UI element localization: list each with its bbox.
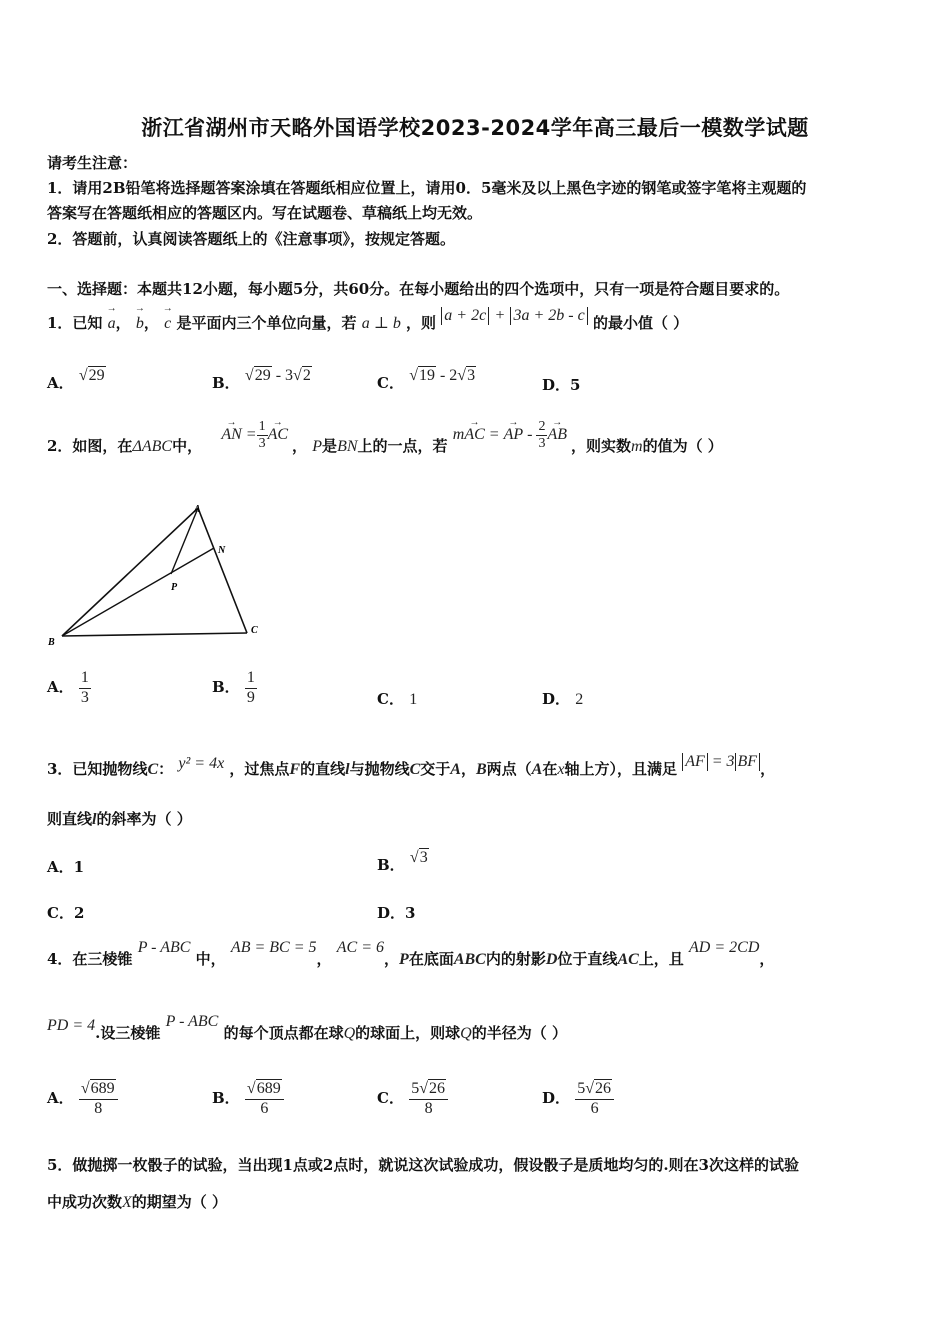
q3-text: 则直线 [47, 810, 93, 828]
notice-line-1b: 答案写在答题纸相应的答题区内。写在试题卷、草稿纸上均无效。 [47, 204, 483, 222]
q2-option-c[interactable] [377, 688, 417, 709]
q2-condition-2 [452, 418, 571, 451]
label-p: P [171, 582, 178, 593]
option-label: D． [542, 690, 571, 708]
q3-text: ， [460, 760, 476, 778]
radicand: 689 [256, 1080, 281, 1098]
q4-text: 的半径为（ ） [471, 1024, 567, 1042]
var-q: Q [460, 1025, 472, 1042]
q2-condition-1 [221, 418, 292, 451]
frac-den: 8 [94, 1099, 103, 1117]
q4-option-a[interactable] [47, 1072, 118, 1124]
frac-den: 9 [246, 688, 255, 706]
radicand: 26 [595, 1080, 612, 1098]
q2-option-a[interactable] [47, 664, 91, 710]
eq-pd: PD = 4 [47, 1017, 96, 1034]
var-c: C [147, 761, 159, 778]
sqrt-expr: √19 - 2√3 [409, 367, 476, 384]
q3-option-d[interactable]: D．3 [377, 904, 416, 922]
frac-den: 8 [424, 1099, 433, 1117]
frac-num: 1 [79, 669, 91, 688]
sqrt-expr: √3 [409, 849, 428, 866]
vector-c: → c [164, 315, 171, 333]
frac-den: 6 [260, 1099, 269, 1117]
expr-part: - 3 [271, 367, 294, 384]
q4-text: 内的射影 [485, 950, 546, 968]
label-n: N [218, 545, 226, 556]
abs-af: AF [682, 753, 708, 771]
q3-text: 交于 [420, 760, 451, 778]
q2-text: 的值为（ ） [642, 437, 723, 455]
question-4 [47, 939, 775, 969]
q3-text: 的斜率为（ ） [96, 810, 192, 828]
abs-condition [682, 753, 760, 770]
frac-den: 3 [538, 435, 546, 451]
q3-text: 在 [542, 760, 558, 778]
var-q: Q [343, 1025, 356, 1042]
question-5: 5．做抛掷一枚骰子的试验，当出现1点或2点时，就说这次试验成功，假设骰子是质地均匀的.则在3次这样的试验 [47, 1156, 799, 1174]
q1-option-b[interactable] [212, 367, 312, 393]
abs-bf: BF [735, 753, 761, 771]
q5-text: 中成功次数 [47, 1193, 123, 1211]
abs-expr-1: a + 2c [441, 307, 489, 325]
label-a: A [194, 504, 201, 515]
option-label: C． [377, 374, 404, 392]
minus: - [523, 426, 537, 443]
option-label: A． [47, 678, 74, 696]
coefficient: 5 [411, 1080, 420, 1098]
equals: = [241, 426, 257, 443]
fraction: $\frac{5√26}{6}$ [575, 1080, 614, 1118]
q3-text: ，过焦点 [229, 760, 290, 778]
frac-den: 3 [80, 688, 89, 706]
q3-text: ： [158, 760, 174, 778]
q4-option-d[interactable] [542, 1072, 614, 1124]
var-f: F [289, 761, 301, 778]
var-a: A [450, 761, 461, 778]
q4-text: 的球面上，则球 [355, 1024, 461, 1042]
option-label: B． [212, 1089, 240, 1107]
q4-text: ， [316, 950, 332, 968]
sqrt-expr: √29 [78, 367, 105, 384]
expr-part: - 2 [435, 367, 458, 384]
q2-text: 是 [322, 437, 338, 455]
var-b: B [475, 761, 487, 778]
q4-text: 上，且 [638, 950, 684, 968]
fraction [245, 669, 257, 707]
notice-line-1: 1．请用2B铅笔将选择题答案涂填在答题纸相应位置上，请用0．5毫米及以上黑色字迹的钢笔或签字笔将主观题的 [47, 179, 807, 197]
coefficient: 5 [577, 1080, 586, 1098]
q1-text: 的最小值（ ） [592, 314, 689, 332]
q4-text: 4．在三棱锥 [47, 950, 133, 968]
eq-ab-bc: AB = BC = 5 [230, 939, 317, 956]
vector-ac: → AC [268, 415, 288, 455]
abs-expr-2: 3a + 2b - c [510, 307, 587, 325]
option-value: 2 [575, 691, 584, 708]
q1-text: 是平面内三个单位向量，若 [176, 314, 357, 332]
line-ac: AC [617, 951, 639, 968]
frac-den: 6 [590, 1099, 599, 1117]
q4-text: 位于直线 [557, 950, 618, 968]
vector-ap: → AP [504, 415, 524, 455]
point-p: P [312, 438, 323, 455]
label-c: C [251, 625, 258, 636]
option-label: B． [212, 678, 240, 696]
var-a: A [531, 761, 543, 778]
notice-line-2: 2．答题前，认真阅读答题纸上的《注意事项》，按规定答题。 [47, 230, 455, 248]
radicand: 26 [428, 1080, 445, 1098]
segment-bn [62, 548, 214, 636]
radicand: 689 [90, 1080, 115, 1098]
q3-text: ， [760, 760, 776, 778]
notice-heading: 请考生注意： [47, 154, 138, 172]
fraction: $\frac{√689}{6}$ [245, 1080, 284, 1118]
q3-text: 轴上方），且满足 [564, 760, 677, 778]
vector-ac: → AC [464, 415, 484, 455]
var-p: P [399, 951, 409, 968]
option-label: A． [47, 1089, 74, 1107]
q1-option-a[interactable] [47, 367, 106, 393]
segment-bn: BN [337, 438, 358, 455]
q3-text: 与抛物线 [349, 760, 410, 778]
question-3 [47, 753, 776, 779]
plus-sign: + [494, 307, 506, 324]
q4-text: .设三棱锥 [95, 1024, 161, 1042]
q4-option-b[interactable] [212, 1072, 284, 1124]
vector-an: → AN [221, 415, 241, 455]
frac-num: 1 [245, 669, 257, 688]
radicand: 3 [467, 367, 476, 384]
radicand: 29 [254, 367, 271, 384]
var-l: l [92, 811, 97, 828]
frac-num: 1 [257, 419, 268, 436]
equals: = [484, 426, 504, 443]
q3-text: 的直线 [300, 760, 346, 778]
vector-b: → b [136, 315, 144, 333]
q3-text: 3．已知抛物线 [47, 760, 148, 778]
question-3-line-2 [47, 808, 192, 829]
edge-ac [198, 508, 247, 633]
q1-option-d[interactable]: D．5 [542, 376, 581, 394]
fraction: $\frac{5√26}{8}$ [409, 1080, 448, 1118]
q1-text: 1．已知 [47, 314, 103, 332]
option-label: A． [47, 374, 74, 392]
question-2 [47, 418, 723, 466]
q4-text: 中， [195, 950, 226, 968]
option-value: 1 [409, 691, 418, 708]
vector-ab: → AB [547, 415, 567, 455]
q4-option-c[interactable] [377, 1072, 448, 1124]
radicand: 29 [88, 367, 105, 384]
tetrahedron-pabc: P - ABC [165, 1013, 219, 1030]
q4-text: ， [384, 950, 400, 968]
q2-text: ，则实数 [571, 437, 632, 455]
q2-option-d[interactable] [542, 688, 583, 709]
section-heading: 一、选择题：本题共12小题，每小题5分，共60分。在每小题给出的四个选项中，只有一项是符合题目要求的。 [47, 280, 790, 298]
var-c: C [409, 761, 421, 778]
eq-ac: AC = 6 [336, 939, 385, 956]
radicand: 19 [418, 367, 435, 384]
triangle-figure [40, 500, 270, 660]
frac-den: 3 [258, 435, 266, 451]
option-label: D． [542, 1089, 571, 1107]
fraction [79, 669, 91, 707]
sqrt-expr: √29 - 3√2 [244, 367, 311, 384]
q2-text: 上的一点，若 [357, 437, 448, 455]
edge-bc [62, 633, 247, 636]
radicand: 3 [419, 849, 428, 866]
question-4-line-2 [47, 1013, 567, 1043]
triangle-abc: ΔABC [132, 438, 173, 455]
var-x: X [122, 1194, 132, 1211]
frac-num: 2 [536, 419, 547, 436]
q1-sep: ， [143, 314, 159, 332]
option-label: C． [377, 1089, 404, 1107]
tetrahedron-pabc: P - ABC [137, 939, 191, 956]
option-label: B． [377, 856, 405, 874]
parabola-equation: y² = 4x [178, 755, 225, 772]
var-d: D [545, 951, 558, 968]
perp-condition: a ⊥ b [361, 315, 401, 332]
q5-text: 的期望为（ ） [131, 1193, 228, 1211]
q3-text: 两点（ [486, 760, 532, 778]
q4-text: 在底面 [408, 950, 454, 968]
q2-text: 中， [172, 437, 203, 455]
segment-ap [171, 508, 198, 574]
q2-text: 2．如图，在 [47, 437, 133, 455]
question-1 [47, 307, 689, 333]
var-m: m [452, 426, 465, 443]
var-m: m [631, 438, 643, 455]
q2-text: ， [292, 437, 308, 455]
q1-text: ，则 [406, 314, 437, 332]
question-5-line-2 [47, 1191, 227, 1212]
eq-ad: AD = 2CD [689, 939, 760, 956]
plane-abc: ABC [453, 951, 486, 968]
var-l: l [345, 761, 350, 778]
equals: = 3 [707, 753, 735, 770]
radicand: 2 [302, 367, 311, 384]
label-b: B [48, 637, 55, 648]
q4-text: 的每个顶点都在球 [223, 1024, 344, 1042]
q1-option-c[interactable] [377, 367, 476, 393]
var-x: x [557, 761, 565, 778]
q2-option-b[interactable] [212, 664, 257, 710]
q4-text: ， [759, 950, 775, 968]
q3-option-c[interactable]: C．2 [47, 904, 85, 922]
vector-a: → a [108, 315, 116, 333]
q3-option-a[interactable]: A．1 [47, 858, 85, 876]
page-title: 浙江省湖州市天略外国语学校2023-2024学年高三最后一模数学试题 [141, 116, 809, 140]
option-label: C． [377, 690, 404, 708]
option-label: B． [212, 374, 240, 392]
q3-option-b[interactable] [377, 849, 429, 875]
q1-sep: ， [115, 314, 131, 332]
edge-ba [62, 508, 198, 636]
fraction: $\frac{√689}{8}$ [79, 1080, 118, 1118]
